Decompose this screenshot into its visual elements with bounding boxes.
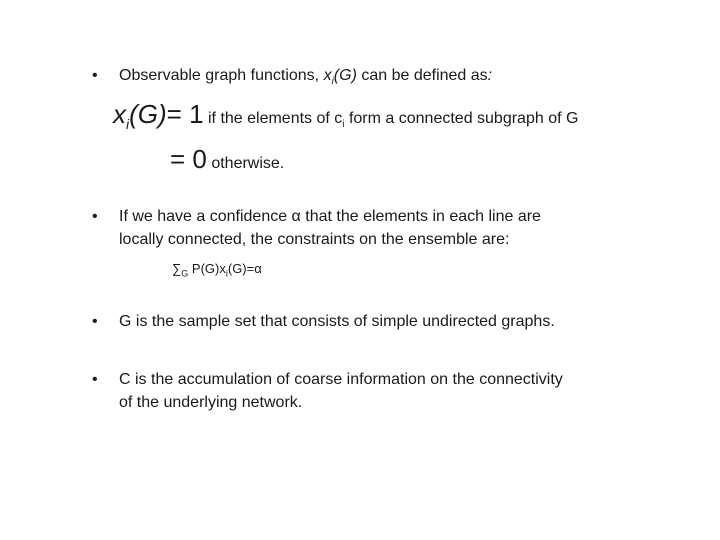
- bullet-text-line-one: C is the accumulation of coarse information on the connectivity: [119, 371, 563, 388]
- def-x: x: [113, 99, 126, 129]
- formula-body-a: P(G)x: [188, 261, 226, 276]
- definition-line-one: [113, 99, 578, 132]
- def-equals-one: = 1: [166, 99, 204, 129]
- function-args: (G): [333, 67, 357, 84]
- bullet-text: [119, 65, 492, 93]
- bullet-marker: •: [92, 313, 98, 330]
- bullet-text-line-two: locally connected, the constraints on the ensemble are:: [119, 231, 510, 248]
- function-x: x: [323, 67, 332, 84]
- def-x-subscript: i: [126, 116, 130, 133]
- sum-subscript: G: [181, 268, 189, 279]
- definition-line-two: [170, 144, 284, 175]
- def-args: (G): [129, 99, 167, 129]
- def-c: c: [334, 110, 343, 127]
- def-function: [113, 99, 167, 133]
- sum-symbol: ∑: [172, 261, 182, 276]
- def-otherwise: otherwise.: [206, 155, 285, 172]
- def-equals-zero: = 0: [170, 144, 207, 174]
- bullet-prefix: Observable graph functions,: [119, 67, 324, 84]
- formula-body-b: (G)=α: [227, 261, 262, 276]
- function-name: [323, 67, 357, 88]
- bullet-text: G is the sample set that consists of simple undirected graphs.: [119, 313, 555, 330]
- def-condition-b: form a connected subgraph of G: [344, 110, 579, 127]
- bullet-marker: •: [92, 67, 98, 84]
- formula-subscript: i: [225, 268, 228, 279]
- bullet-suffix: can be defined as: [356, 67, 488, 84]
- bullet-marker: •: [92, 371, 98, 388]
- bullet-text-line-two: of the underlying network.: [119, 394, 303, 411]
- constraint-formula: [172, 261, 262, 279]
- def-condition-a: if the elements of: [203, 110, 335, 127]
- def-c-subscript: i: [342, 119, 345, 131]
- bullet-marker: •: [92, 208, 98, 225]
- bullet-text-line-one: If we have a confidence α that the elements in each line are: [119, 208, 541, 225]
- bullet-colon: :: [487, 67, 493, 84]
- function-subscript: i: [331, 76, 334, 88]
